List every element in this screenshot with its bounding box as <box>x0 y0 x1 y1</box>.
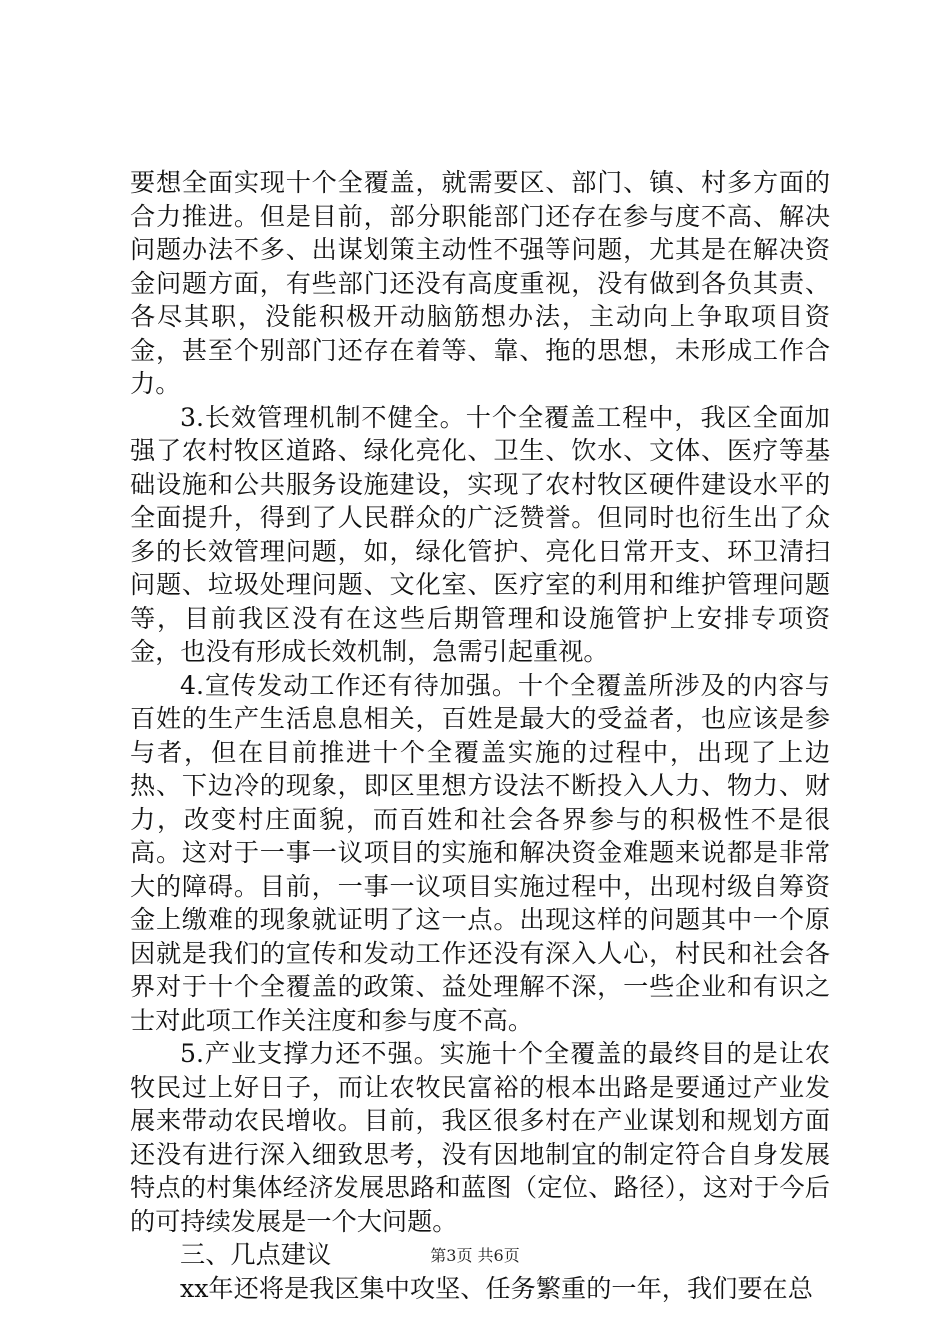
paragraph-point-4: 4.宣传发动工作还有待加强。十个全覆盖所涉及的内容与百姓的生产生活息息相关，百姓是最大的受益者，也应该是参与者，但在目前推进十个全覆盖实施的过程中，出现了上边热、下边冷的现象，即区里想方设法不断投入人力、物力、财力，改变村庄面貌，而百姓和社会各界参与的积极性不是很高。这对于一事一议项目的实施和解决资金难题来说都是非常大的障碍。目前，一事一议项目实施过程中，出现村级自筹资金上缴难的现象就证明了这一点。出现这样的问题其中一个原因就是我们的宣传和发动工作还没有深入人心，村民和社会各界对于十个全覆盖的政策、益处理解不深，一些企业和有识之士对此项工作关注度和参与度不高。 <box>130 670 830 1035</box>
paragraph-intro: 要想全面实现十个全覆盖，就需要区、部门、镇、村多方面的合力推进。但是目前，部分职能部门还存在参与度不高、解决问题办法不多、出谋划策主动性不强等问题，尤其是在解决资金问题方面，有些部门还没有高度重视，没有做到各负其责、各尽其职，没能积极开动脑筋想办法，主动向上争取项目资金，甚至个别部门还存在着等、靠、拖的思想，未形成工作合力。 <box>130 168 830 398</box>
page-total: 共6页 <box>477 1246 520 1265</box>
paragraph-point-5: 5.产业支撑力还不强。实施十个全覆盖的最终目的是让农牧民过上好日子，而让农牧民富裕的根本出路是要通过产业发展来带动农民增收。目前，我区很多村在产业谋划和规划方面还没有进行深入细致思考，没有因地制宜的制定符合自身发展特点的村集体经济发展思路和蓝图（定位、路径），这对于今后的可持续发展是一个大问题。 <box>130 1039 830 1236</box>
document-body <box>130 166 830 1305</box>
paragraph-point-3: 3.长效管理机制不健全。十个全覆盖工程中，我区全面加强了农村牧区道路、绿化亮化、卫生、饮水、文体、医疗等基础设施和公共服务设施建设，实现了农村牧区硬件建设水平的全面提升，得到了人民群众的广泛赞誉。但同时也衍生出了众多的长效管理问题，如，绿化管护、亮化日常开支、环卫清扫问题、垃圾处理问题、文化室、医疗室的利用和维护管理问题等，目前我区没有在这些后期管理和设施管护上安排专项资金，也没有形成长效机制，急需引起重视。 <box>130 402 830 666</box>
page-footer <box>0 1246 950 1266</box>
section-heading-suggestions: 三、几点建议 <box>180 1240 332 1269</box>
paragraph-suggestions-start: xx年还将是我区集中攻坚、任务繁重的一年，我们要在总 <box>180 1273 813 1303</box>
page-number: 第3页 <box>430 1246 473 1265</box>
